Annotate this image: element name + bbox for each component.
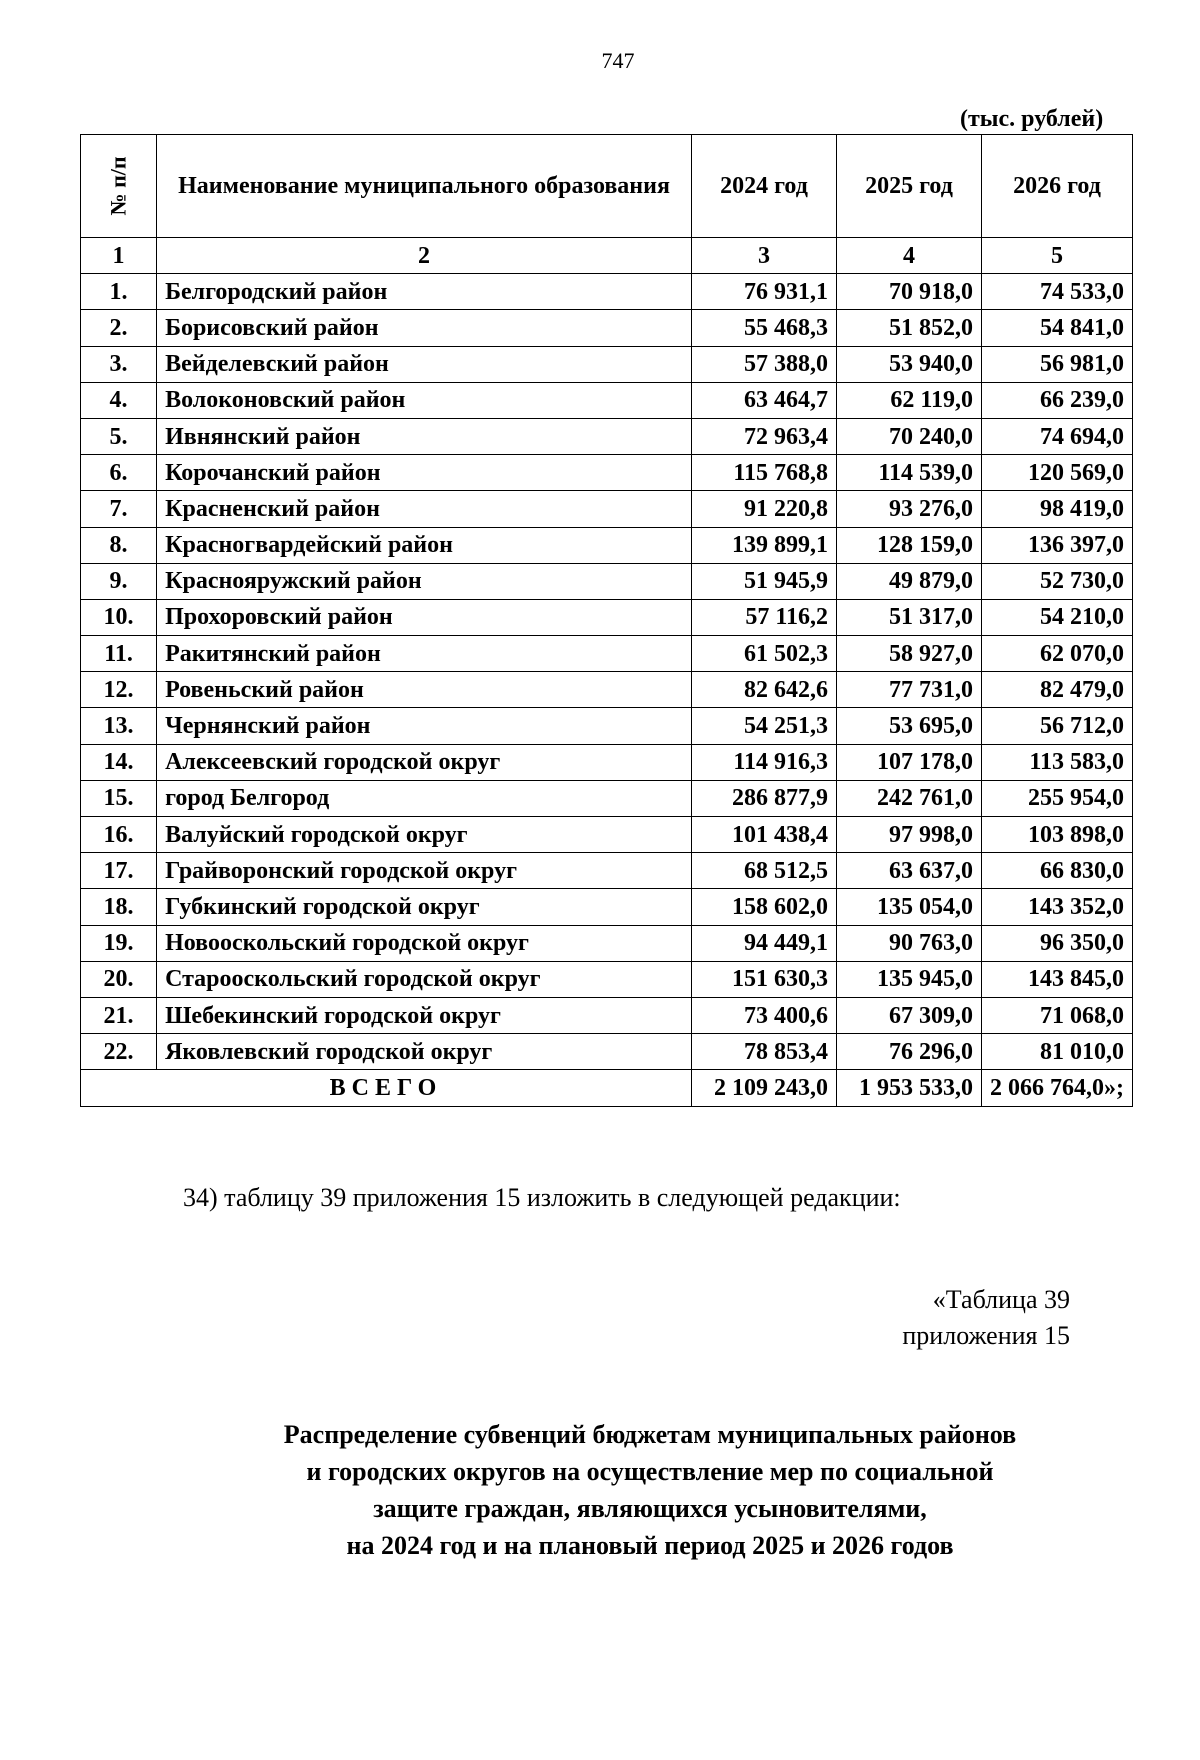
row-value-2025: 70 918,0	[837, 274, 982, 310]
row-number: 11.	[81, 636, 157, 672]
row-number: 9.	[81, 563, 157, 599]
units-label: (тыс. рублей)	[960, 106, 1104, 132]
row-number: 4.	[81, 382, 157, 418]
row-number: 6.	[81, 455, 157, 491]
row-value-2026: 56 712,0	[982, 708, 1133, 744]
row-number: 3.	[81, 346, 157, 382]
header-num-label: № п/п	[105, 156, 131, 216]
row-value-2026: 136 397,0	[982, 527, 1133, 563]
table-row	[81, 599, 1133, 635]
row-number: 16.	[81, 817, 157, 853]
table-row	[81, 997, 1133, 1033]
row-value-2025: 76 296,0	[837, 1034, 982, 1070]
row-number: 2.	[81, 310, 157, 346]
row-value-2024: 101 438,4	[692, 817, 837, 853]
row-number: 21.	[81, 997, 157, 1033]
table-reference-line: «Таблица 39	[932, 1285, 1070, 1314]
row-value-2024: 114 916,3	[692, 744, 837, 780]
row-value-2025: 128 159,0	[837, 527, 982, 563]
title-line: на 2024 год и на плановый период 2025 и 2026 годов	[346, 1531, 954, 1560]
row-name: Губкинский городской округ	[157, 889, 692, 925]
row-value-2025: 49 879,0	[837, 563, 982, 599]
total-label: ВСЕГО	[81, 1070, 692, 1106]
instruction-text: 34) таблицу 39 приложения 15 изложить в следующей редакции:	[183, 1183, 901, 1212]
row-value-2024: 61 502,3	[692, 636, 837, 672]
row-value-2024: 73 400,6	[692, 997, 837, 1033]
row-value-2026: 74 533,0	[982, 274, 1133, 310]
table-row	[81, 708, 1133, 744]
column-number: 5	[982, 238, 1133, 274]
row-value-2024: 115 768,8	[692, 455, 837, 491]
header-num	[81, 135, 157, 238]
row-value-2024: 82 642,6	[692, 672, 837, 708]
row-value-2024: 91 220,8	[692, 491, 837, 527]
row-value-2024: 78 853,4	[692, 1034, 837, 1070]
row-value-2024: 139 899,1	[692, 527, 837, 563]
document-title	[150, 1416, 1150, 1564]
table-reference-line: приложения 15	[902, 1321, 1070, 1350]
total-row	[81, 1070, 1133, 1106]
row-value-2024: 51 945,9	[692, 563, 837, 599]
row-value-2026: 143 845,0	[982, 961, 1133, 997]
row-number: 14.	[81, 744, 157, 780]
row-name: Вейделевский район	[157, 346, 692, 382]
row-value-2026: 62 070,0	[982, 636, 1133, 672]
header-2024: 2024 год	[692, 135, 837, 238]
row-value-2025: 62 119,0	[837, 382, 982, 418]
table-row	[81, 636, 1133, 672]
table-row	[81, 1034, 1133, 1070]
row-value-2024: 94 449,1	[692, 925, 837, 961]
row-name: Яковлевский городской округ	[157, 1034, 692, 1070]
row-value-2026: 52 730,0	[982, 563, 1133, 599]
table-row	[81, 672, 1133, 708]
row-number: 19.	[81, 925, 157, 961]
header-2026: 2026 год	[982, 135, 1133, 238]
row-value-2025: 93 276,0	[837, 491, 982, 527]
row-name: Новооскольский городской округ	[157, 925, 692, 961]
row-name: Красненский район	[157, 491, 692, 527]
row-name: Краснояружский район	[157, 563, 692, 599]
table-row	[81, 744, 1133, 780]
table-reference	[902, 1282, 1070, 1354]
row-value-2026: 103 898,0	[982, 817, 1133, 853]
row-name: Ровеньский район	[157, 672, 692, 708]
row-value-2025: 107 178,0	[837, 744, 982, 780]
row-value-2024: 55 468,3	[692, 310, 837, 346]
row-name: Грайворонский городской округ	[157, 853, 692, 889]
row-value-2025: 242 761,0	[837, 780, 982, 816]
table-row	[81, 780, 1133, 816]
row-value-2024: 158 602,0	[692, 889, 837, 925]
row-value-2024: 72 963,4	[692, 418, 837, 454]
row-name: Ракитянский район	[157, 636, 692, 672]
table-row	[81, 310, 1133, 346]
subsidy-table	[80, 134, 1133, 1107]
row-number: 17.	[81, 853, 157, 889]
row-number: 12.	[81, 672, 157, 708]
row-value-2025: 58 927,0	[837, 636, 982, 672]
table-row	[81, 455, 1133, 491]
row-value-2025: 51 317,0	[837, 599, 982, 635]
row-value-2026: 113 583,0	[982, 744, 1133, 780]
row-number: 10.	[81, 599, 157, 635]
table-row	[81, 925, 1133, 961]
row-value-2025: 70 240,0	[837, 418, 982, 454]
row-name: Алексеевский городской округ	[157, 744, 692, 780]
row-value-2025: 135 945,0	[837, 961, 982, 997]
row-value-2026: 82 479,0	[982, 672, 1133, 708]
row-value-2026: 98 419,0	[982, 491, 1133, 527]
row-value-2026: 66 239,0	[982, 382, 1133, 418]
row-number: 22.	[81, 1034, 157, 1070]
row-name: Корочанский район	[157, 455, 692, 491]
table-row	[81, 527, 1133, 563]
row-name: город Белгород	[157, 780, 692, 816]
row-value-2026: 71 068,0	[982, 997, 1133, 1033]
row-value-2024: 57 116,2	[692, 599, 837, 635]
column-number: 1	[81, 238, 157, 274]
row-number: 13.	[81, 708, 157, 744]
row-number: 15.	[81, 780, 157, 816]
row-value-2024: 76 931,1	[692, 274, 837, 310]
row-value-2025: 97 998,0	[837, 817, 982, 853]
row-number: 1.	[81, 274, 157, 310]
total-2026: 2 066 764,0»;	[982, 1070, 1133, 1106]
table-row	[81, 563, 1133, 599]
row-value-2025: 114 539,0	[837, 455, 982, 491]
column-number: 2	[157, 238, 692, 274]
row-value-2026: 96 350,0	[982, 925, 1133, 961]
row-value-2026: 74 694,0	[982, 418, 1133, 454]
table-row	[81, 817, 1133, 853]
table-row	[81, 274, 1133, 310]
row-value-2026: 255 954,0	[982, 780, 1133, 816]
row-value-2025: 135 054,0	[837, 889, 982, 925]
row-value-2026: 56 981,0	[982, 346, 1133, 382]
table-row	[81, 889, 1133, 925]
row-value-2025: 77 731,0	[837, 672, 982, 708]
table-row	[81, 418, 1133, 454]
table-row	[81, 491, 1133, 527]
row-name: Валуйский городской округ	[157, 817, 692, 853]
column-number: 4	[837, 238, 982, 274]
row-value-2025: 63 637,0	[837, 853, 982, 889]
row-name: Шебекинский городской округ	[157, 997, 692, 1033]
table-row	[81, 853, 1133, 889]
table-row	[81, 346, 1133, 382]
table-header-row	[81, 135, 1133, 238]
row-value-2026: 143 352,0	[982, 889, 1133, 925]
row-value-2026: 81 010,0	[982, 1034, 1133, 1070]
table-row	[81, 382, 1133, 418]
row-number: 8.	[81, 527, 157, 563]
row-value-2024: 63 464,7	[692, 382, 837, 418]
row-value-2025: 67 309,0	[837, 997, 982, 1033]
total-2024: 2 109 243,0	[692, 1070, 837, 1106]
row-name: Чернянский район	[157, 708, 692, 744]
row-value-2024: 151 630,3	[692, 961, 837, 997]
row-value-2025: 51 852,0	[837, 310, 982, 346]
row-value-2025: 53 695,0	[837, 708, 982, 744]
header-2025: 2025 год	[837, 135, 982, 238]
row-name: Красногвардейский район	[157, 527, 692, 563]
row-value-2024: 286 877,9	[692, 780, 837, 816]
page-number: 747	[601, 48, 635, 73]
row-name: Борисовский район	[157, 310, 692, 346]
row-value-2025: 90 763,0	[837, 925, 982, 961]
row-name: Старооскольский городской округ	[157, 961, 692, 997]
title-line: защите граждан, являющихся усыновителями,	[373, 1494, 927, 1523]
row-number: 18.	[81, 889, 157, 925]
row-value-2025: 53 940,0	[837, 346, 982, 382]
header-name: Наименование муниципального образования	[157, 135, 692, 238]
table-row	[81, 961, 1133, 997]
row-value-2026: 54 210,0	[982, 599, 1133, 635]
total-2025: 1 953 533,0	[837, 1070, 982, 1106]
row-value-2026: 120 569,0	[982, 455, 1133, 491]
title-line: и городских округов на осуществление мер по социальной	[306, 1457, 994, 1486]
row-value-2026: 66 830,0	[982, 853, 1133, 889]
row-name: Ивнянский район	[157, 418, 692, 454]
column-numbers-row	[81, 238, 1133, 274]
row-number: 7.	[81, 491, 157, 527]
row-name: Прохоровский район	[157, 599, 692, 635]
row-number: 5.	[81, 418, 157, 454]
row-value-2024: 54 251,3	[692, 708, 837, 744]
row-value-2026: 54 841,0	[982, 310, 1133, 346]
column-number: 3	[692, 238, 837, 274]
row-value-2024: 57 388,0	[692, 346, 837, 382]
row-name: Волоконовский район	[157, 382, 692, 418]
title-line: Распределение субвенций бюджетам муниципальных районов	[283, 1420, 1017, 1449]
row-name: Белгородский район	[157, 274, 692, 310]
row-value-2024: 68 512,5	[692, 853, 837, 889]
row-number: 20.	[81, 961, 157, 997]
table-body	[81, 274, 1133, 1070]
